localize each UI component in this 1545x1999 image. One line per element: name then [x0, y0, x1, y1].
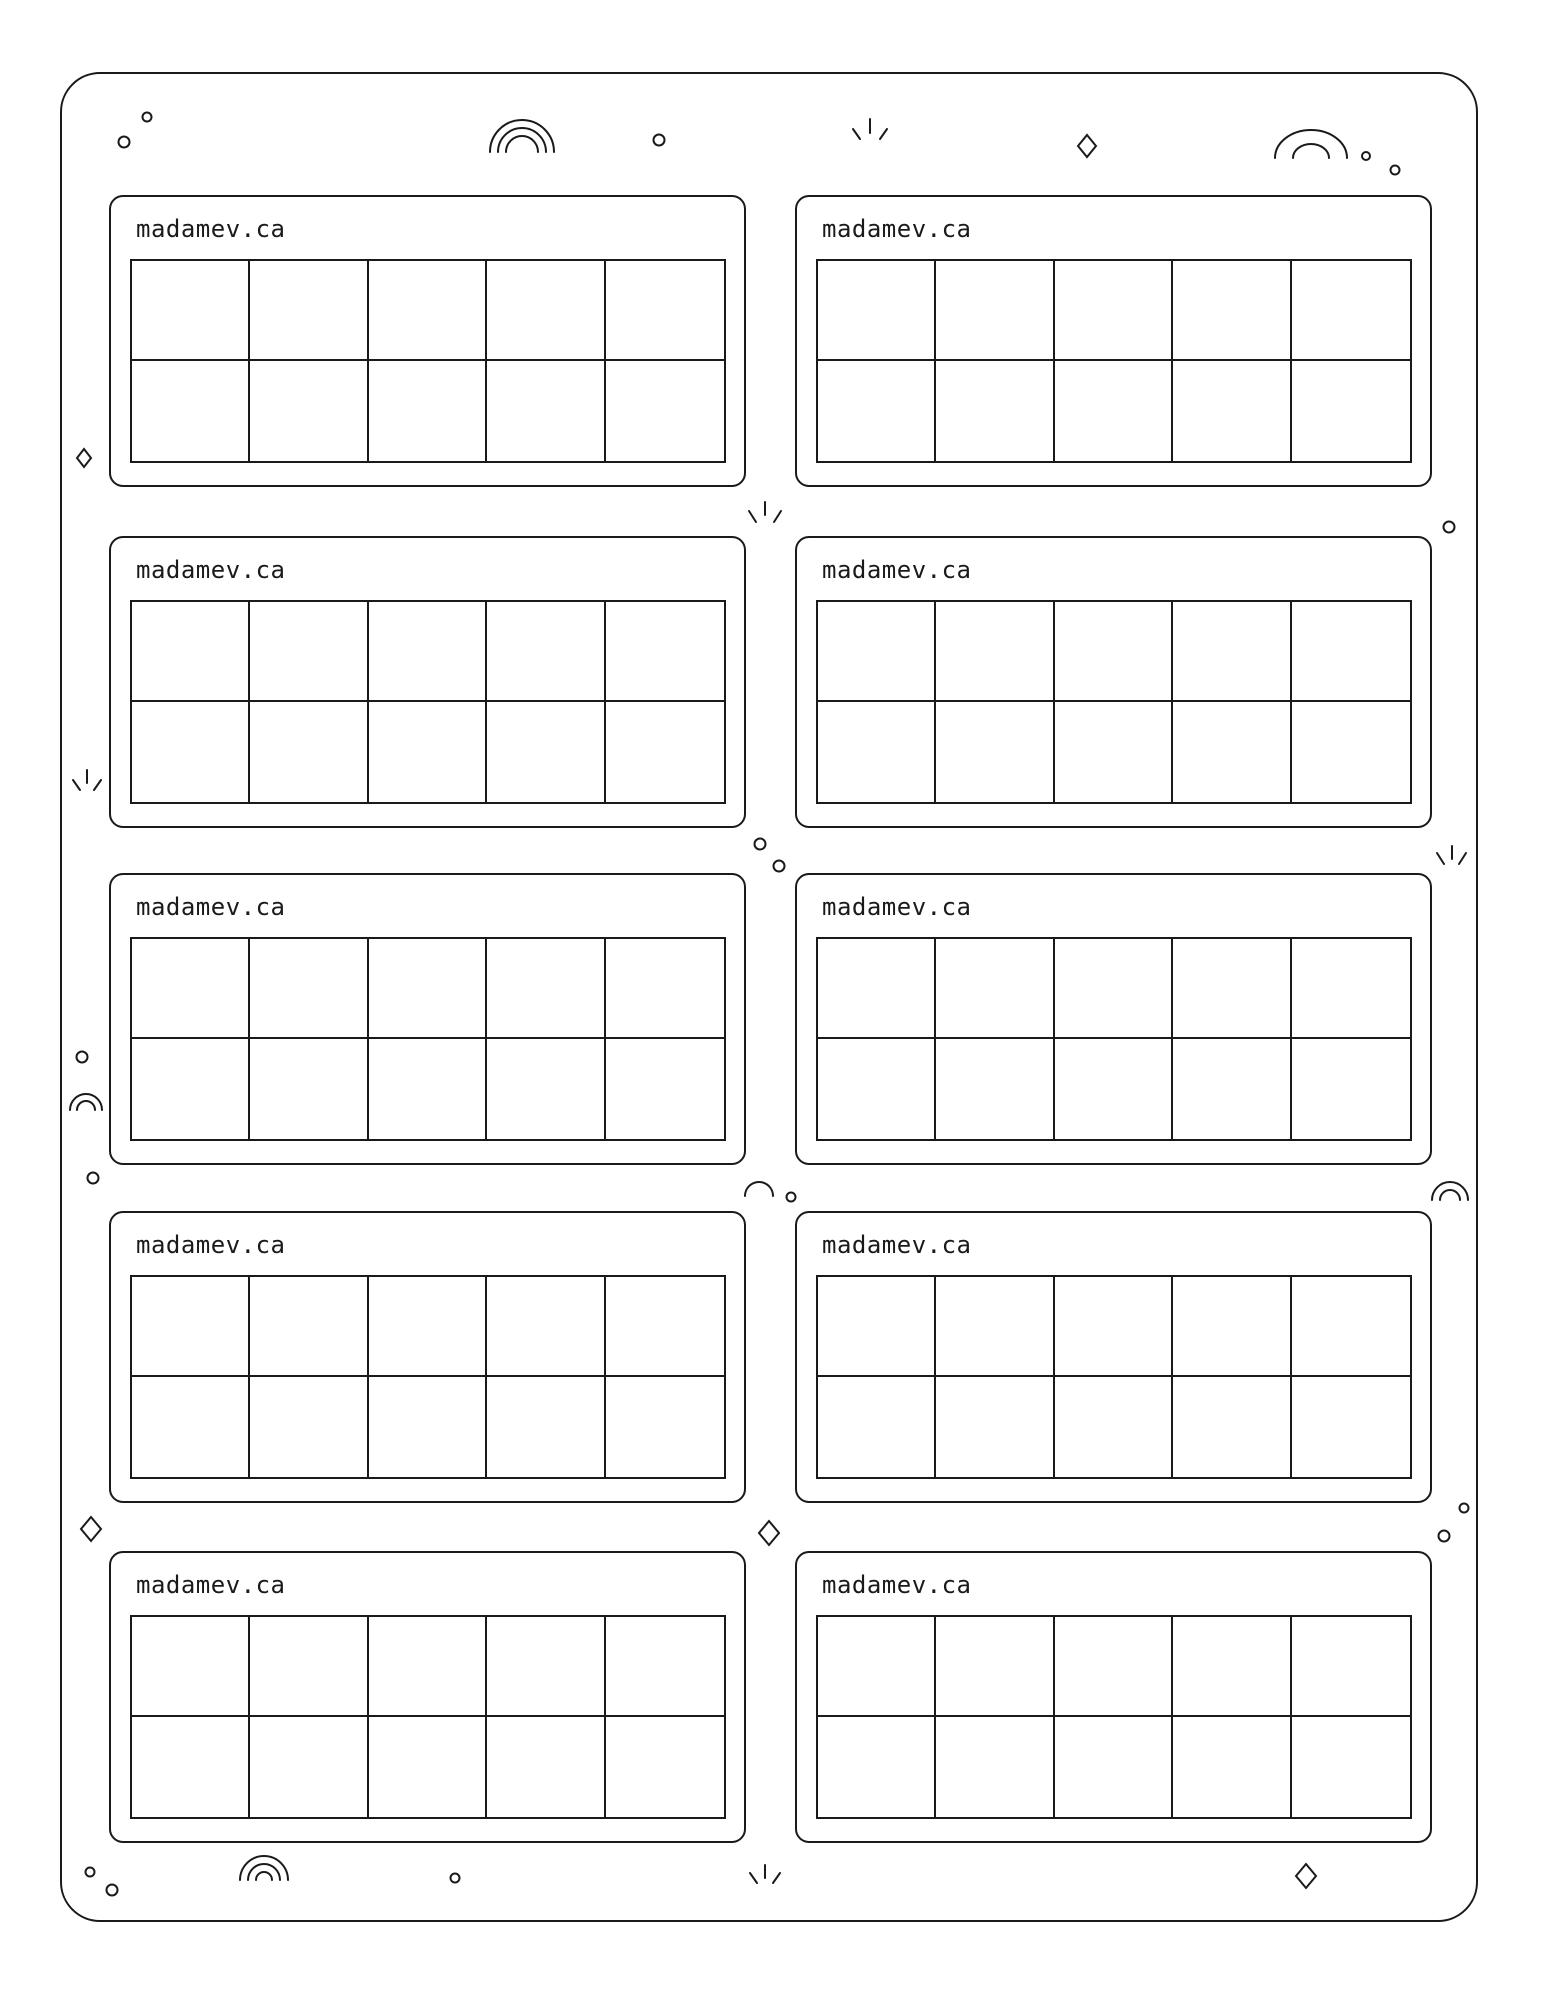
ten-frame [816, 600, 1412, 804]
ten-frame-cell [487, 939, 605, 1039]
ten-frame-cell [606, 361, 724, 461]
ten-frame-cell [1173, 1377, 1291, 1477]
ten-frame-cell [132, 1277, 250, 1377]
ten-frame-card [109, 1211, 746, 1503]
card-label: madamev.ca [136, 215, 286, 243]
ten-frame-cell [1055, 1039, 1173, 1139]
ten-frame-cell [936, 261, 1054, 361]
ten-frame-card [109, 536, 746, 828]
ten-frame-card [795, 873, 1432, 1165]
ten-frame-cell [369, 361, 487, 461]
ten-frame-card [795, 536, 1432, 828]
ten-frame-cell [818, 939, 936, 1039]
card-label: madamev.ca [136, 1231, 286, 1259]
ten-frame-cell [369, 939, 487, 1039]
card-label: madamev.ca [822, 1231, 972, 1259]
ten-frame-cell [1292, 1617, 1410, 1717]
ten-frame-cell [818, 1717, 936, 1817]
card-label: madamev.ca [822, 893, 972, 921]
ten-frame [130, 1615, 726, 1819]
ten-frame-cell [487, 602, 605, 702]
ten-frame-cell [936, 702, 1054, 802]
ten-frame-card [109, 1551, 746, 1843]
ten-frame-cell [606, 1617, 724, 1717]
ten-frame-cell [487, 261, 605, 361]
ten-frame-cell [1292, 1377, 1410, 1477]
ten-frame-cell [936, 1717, 1054, 1817]
ten-frame-cell [369, 261, 487, 361]
ten-frame-cell [1292, 1717, 1410, 1817]
ten-frame-cell [132, 1717, 250, 1817]
ten-frame-cell [1173, 361, 1291, 461]
ten-frame-cell [1173, 1039, 1291, 1139]
card-label: madamev.ca [136, 893, 286, 921]
ten-frame-cell [250, 939, 368, 1039]
ten-frame-card [795, 1211, 1432, 1503]
card-label: madamev.ca [822, 556, 972, 584]
ten-frame-cell [132, 939, 250, 1039]
ten-frame [816, 1615, 1412, 1819]
ten-frame-cell [487, 702, 605, 802]
ten-frame-cell [250, 361, 368, 461]
ten-frame-cell [606, 1039, 724, 1139]
ten-frame-cell [1292, 261, 1410, 361]
ten-frame-cell [1173, 602, 1291, 702]
ten-frame-cell [369, 1717, 487, 1817]
ten-frame-cell [250, 1277, 368, 1377]
ten-frame-cell [369, 602, 487, 702]
ten-frame-cell [250, 602, 368, 702]
ten-frame-cell [1292, 1277, 1410, 1377]
ten-frame-cell [1055, 602, 1173, 702]
ten-frame-cell [1173, 1717, 1291, 1817]
ten-frame-cell [369, 1377, 487, 1477]
ten-frame-cell [487, 1377, 605, 1477]
ten-frame-cell [1173, 1617, 1291, 1717]
ten-frame-cell [250, 1717, 368, 1817]
ten-frame-cell [487, 1617, 605, 1717]
ten-frame-cell [1055, 1377, 1173, 1477]
ten-frame-cell [818, 1377, 936, 1477]
ten-frame [130, 259, 726, 463]
ten-frame-cell [1055, 1617, 1173, 1717]
ten-frame-cell [250, 1377, 368, 1477]
ten-frame-cell [1055, 1277, 1173, 1377]
ten-frame-cell [818, 1617, 936, 1717]
ten-frame-cell [250, 1617, 368, 1717]
ten-frame-cell [1055, 361, 1173, 461]
ten-frame-cell [1292, 939, 1410, 1039]
ten-frame-cell [936, 939, 1054, 1039]
ten-frame-cell [606, 1277, 724, 1377]
ten-frame-cell [1173, 1277, 1291, 1377]
ten-frame-cell [1173, 939, 1291, 1039]
ten-frame-cell [936, 1377, 1054, 1477]
ten-frame-cell [818, 261, 936, 361]
ten-frame-cell [936, 1277, 1054, 1377]
ten-frame [816, 937, 1412, 1141]
ten-frame-cell [250, 261, 368, 361]
ten-frame-cell [1055, 261, 1173, 361]
ten-frame-cell [818, 361, 936, 461]
ten-frame-cell [369, 702, 487, 802]
card-label: madamev.ca [136, 556, 286, 584]
ten-frame-card [795, 1551, 1432, 1843]
ten-frame-cell [818, 602, 936, 702]
ten-frame-cell [1055, 702, 1173, 802]
ten-frame-cell [606, 261, 724, 361]
ten-frame-cell [1173, 702, 1291, 802]
ten-frame-cell [132, 1377, 250, 1477]
ten-frame-cell [132, 702, 250, 802]
ten-frame-cell [1292, 602, 1410, 702]
ten-frame-cell [132, 602, 250, 702]
ten-frame [130, 1275, 726, 1479]
ten-frame-cell [606, 1717, 724, 1817]
ten-frame-cell [936, 361, 1054, 461]
ten-frame-card [795, 195, 1432, 487]
ten-frame-card [109, 195, 746, 487]
ten-frame [816, 1275, 1412, 1479]
ten-frame-cell [1292, 702, 1410, 802]
card-label: madamev.ca [822, 215, 972, 243]
ten-frame-cell [818, 1039, 936, 1139]
ten-frame-cell [1055, 939, 1173, 1039]
ten-frame-cell [487, 1277, 605, 1377]
ten-frame-cell [487, 1039, 605, 1139]
ten-frame-cell [1173, 261, 1291, 361]
ten-frame-cell [132, 1617, 250, 1717]
ten-frame-cell [132, 1039, 250, 1139]
ten-frame-cell [1055, 1717, 1173, 1817]
ten-frame-cell [369, 1617, 487, 1717]
ten-frame-cell [132, 261, 250, 361]
ten-frame-cell [487, 1717, 605, 1817]
card-label: madamev.ca [822, 1571, 972, 1599]
ten-frame-cell [369, 1277, 487, 1377]
ten-frame [816, 259, 1412, 463]
ten-frame-cell [936, 602, 1054, 702]
ten-frame-cell [936, 1617, 1054, 1717]
card-label: madamev.ca [136, 1571, 286, 1599]
ten-frame-cell [1292, 361, 1410, 461]
ten-frame-cell [606, 939, 724, 1039]
ten-frame-card [109, 873, 746, 1165]
ten-frame-cell [606, 702, 724, 802]
ten-frame-cell [818, 1277, 936, 1377]
ten-frame-cell [487, 361, 605, 461]
ten-frame-cell [1292, 1039, 1410, 1139]
ten-frame-cell [936, 1039, 1054, 1139]
ten-frame [130, 600, 726, 804]
ten-frame-cell [369, 1039, 487, 1139]
ten-frame-cell [250, 702, 368, 802]
ten-frame-cell [132, 361, 250, 461]
ten-frame-cell [606, 602, 724, 702]
ten-frame-cell [250, 1039, 368, 1139]
ten-frame-cell [606, 1377, 724, 1477]
ten-frame-cell [818, 702, 936, 802]
ten-frame [130, 937, 726, 1141]
